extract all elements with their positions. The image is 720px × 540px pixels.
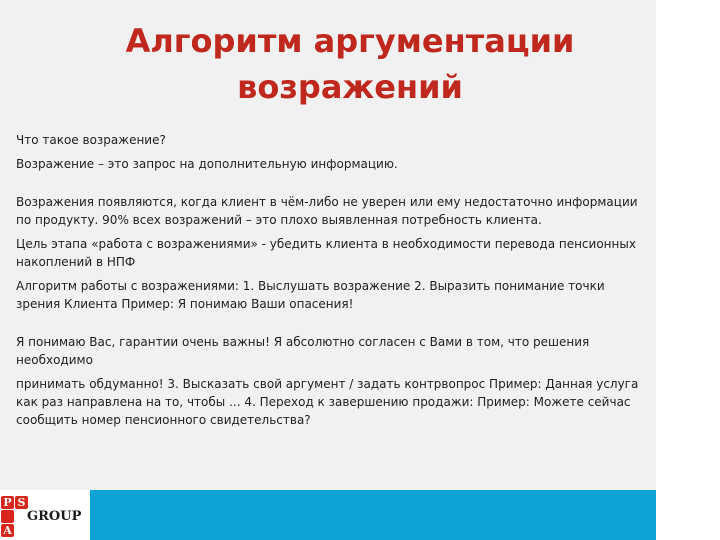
slide-body xyxy=(16,131,646,429)
paragraph-goal: Цель этапа «работа с возражениями» - убедить клиента в необходимости перевода пенсионных накоплений в НПФ xyxy=(16,237,636,269)
psa-group-logo xyxy=(0,494,92,540)
logo-letter-a: A xyxy=(1,524,14,537)
logo-word: GROUP xyxy=(27,509,82,524)
paragraph-causes: Возражения появляются, когда клиент в чём-либо не уверен или ему недостаточно информации по продукту. 90% всех возражений – это плохо выявленная потребность клиента. xyxy=(16,195,638,227)
right-margin xyxy=(656,0,720,540)
paragraph-steps: принимать обдуманно! 3. Высказать свой аргумент / задать контрвопрос Пример: Данная услуга как раз направлена на то, чтобы ... 4. Переход к завершению продажи: Пример: Можете сейчас сообщить номер пенсионного свидетельства? xyxy=(16,377,639,427)
paragraph-question: Что такое возражение? xyxy=(16,133,166,147)
title-line-2: возражений xyxy=(237,68,463,106)
logo-letter-empty-cell xyxy=(1,510,14,523)
logo-letter-s: S xyxy=(15,496,28,509)
footer-band xyxy=(90,490,656,540)
slide-title xyxy=(100,18,600,110)
paragraph-definition: Возражение – это запрос на дополнительную информацию. xyxy=(16,157,398,171)
paragraph-example: Я понимаю Вас, гарантии очень важны! Я абсолютно согласен с Вами в том, что решения необходимо xyxy=(16,335,590,367)
paragraph-algorithm: Алгоритм работы с возражениями: 1. Выслушать возражение 2. Выразить понимание точки зрения Клиента Пример: Я понимаю Ваши опасения! xyxy=(16,279,605,311)
logo-letter-p: P xyxy=(1,496,14,509)
title-line-1: Алгоритм аргументации xyxy=(125,22,575,60)
